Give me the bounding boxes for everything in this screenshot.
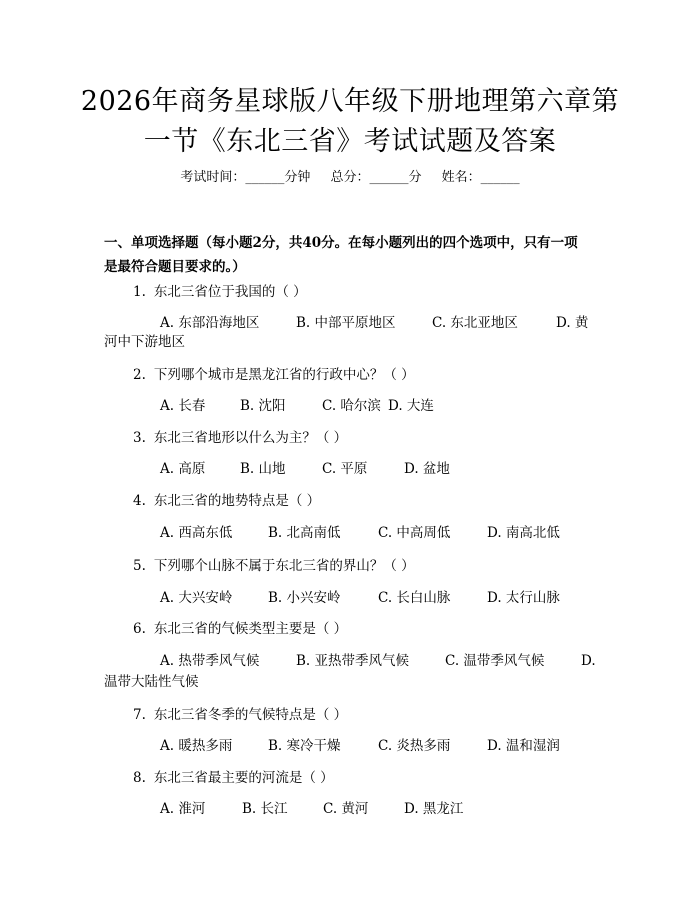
option-a: A. 淮河	[160, 801, 206, 817]
option-a: A. 高原	[160, 461, 206, 477]
option-c: C. 温带季风气候	[445, 653, 545, 669]
option-d: D.	[581, 653, 596, 669]
option-d: D. 大连	[388, 398, 434, 414]
option-d: D. 南高北低	[487, 525, 560, 541]
question-1-option-d-continued: 河中下游地区	[104, 334, 185, 350]
option-b: B. 中部平原地区	[296, 315, 396, 331]
option-b: B. 北高南低	[268, 525, 341, 541]
question-text: 东北三省位于我国的（ ）	[153, 284, 307, 300]
option-b: B. 亚热带季风气候	[296, 653, 410, 669]
question-8	[133, 769, 334, 787]
question-text: 东北三省最主要的河流是（ ）	[153, 770, 334, 786]
question-text: 东北三省的地势特点是（ ）	[153, 493, 321, 509]
question-4	[133, 492, 320, 510]
section-heading-line-1: 一、单项选择题（每小题2分，共40分。在每小题列出的四个选项中，只有一项	[104, 235, 578, 251]
option-a: A. 东部沿海地区	[160, 315, 260, 331]
exam-name-field: 姓名：______	[441, 170, 520, 185]
question-number: 7.	[133, 707, 146, 723]
question-number: 4.	[133, 493, 146, 509]
exam-title-line-1: 2026年商务星球版八年级下册地理第六章第	[80, 86, 620, 117]
option-b: B. 寒冷干燥	[268, 738, 341, 754]
section-heading-line-2: 是最符合题目要求的。）	[104, 259, 246, 275]
question-number: 3.	[133, 430, 146, 446]
option-d: D. 黄	[556, 315, 589, 331]
option-a: A. 长春	[160, 398, 206, 414]
option-a: A. 大兴安岭	[160, 590, 233, 606]
question-7	[133, 706, 347, 724]
question-text: 东北三省地形以什么为主？（ ）	[153, 430, 348, 446]
question-number: 6.	[133, 621, 146, 637]
option-d: D. 黑龙江	[404, 801, 464, 817]
option-b: B. 山地	[240, 461, 286, 477]
exam-score-field: 总分：______分	[330, 170, 422, 185]
question-text: 东北三省冬季的气候特点是（ ）	[153, 707, 348, 723]
question-5	[133, 557, 415, 575]
option-b: B. 小兴安岭	[268, 590, 341, 606]
exam-meta	[0, 169, 700, 187]
option-d: D. 温和湿润	[487, 738, 560, 754]
exam-time-field: 考试时间：______分钟	[180, 170, 311, 185]
option-b: B. 长江	[242, 801, 288, 817]
option-c: C. 炎热多雨	[378, 738, 451, 754]
question-text: 下列哪个山脉不属于东北三省的界山？（ ）	[153, 558, 415, 574]
question-1	[133, 283, 307, 301]
question-number: 8.	[133, 770, 146, 786]
option-c: C. 平原	[322, 461, 368, 477]
option-c: C. 黄河	[323, 801, 369, 817]
question-number: 5.	[133, 558, 146, 574]
question-6	[133, 620, 347, 638]
option-c: C. 中高周低	[378, 525, 451, 541]
option-a: A. 热带季风气候	[160, 653, 260, 669]
option-b: B. 沈阳	[240, 398, 286, 414]
question-number: 2.	[133, 367, 146, 383]
question-2	[133, 366, 415, 384]
exam-title-line-2: 一节《东北三省》考试试题及答案	[143, 126, 557, 157]
question-6-option-d-continued: 温带大陆性气候	[104, 674, 199, 690]
option-d: D. 太行山脉	[487, 590, 560, 606]
question-text: 东北三省的气候类型主要是（ ）	[153, 621, 348, 637]
option-d: D. 盆地	[404, 461, 450, 477]
option-a: A. 暖热多雨	[160, 738, 233, 754]
option-a: A. 西高东低	[160, 525, 233, 541]
option-c: C. 长白山脉	[378, 590, 451, 606]
question-3	[133, 429, 347, 447]
option-c: C. 东北亚地区	[432, 315, 518, 331]
option-c: C. 哈尔滨	[322, 398, 381, 414]
question-text: 下列哪个城市是黑龙江省的行政中心？（ ）	[153, 367, 415, 383]
question-number: 1.	[133, 284, 146, 300]
